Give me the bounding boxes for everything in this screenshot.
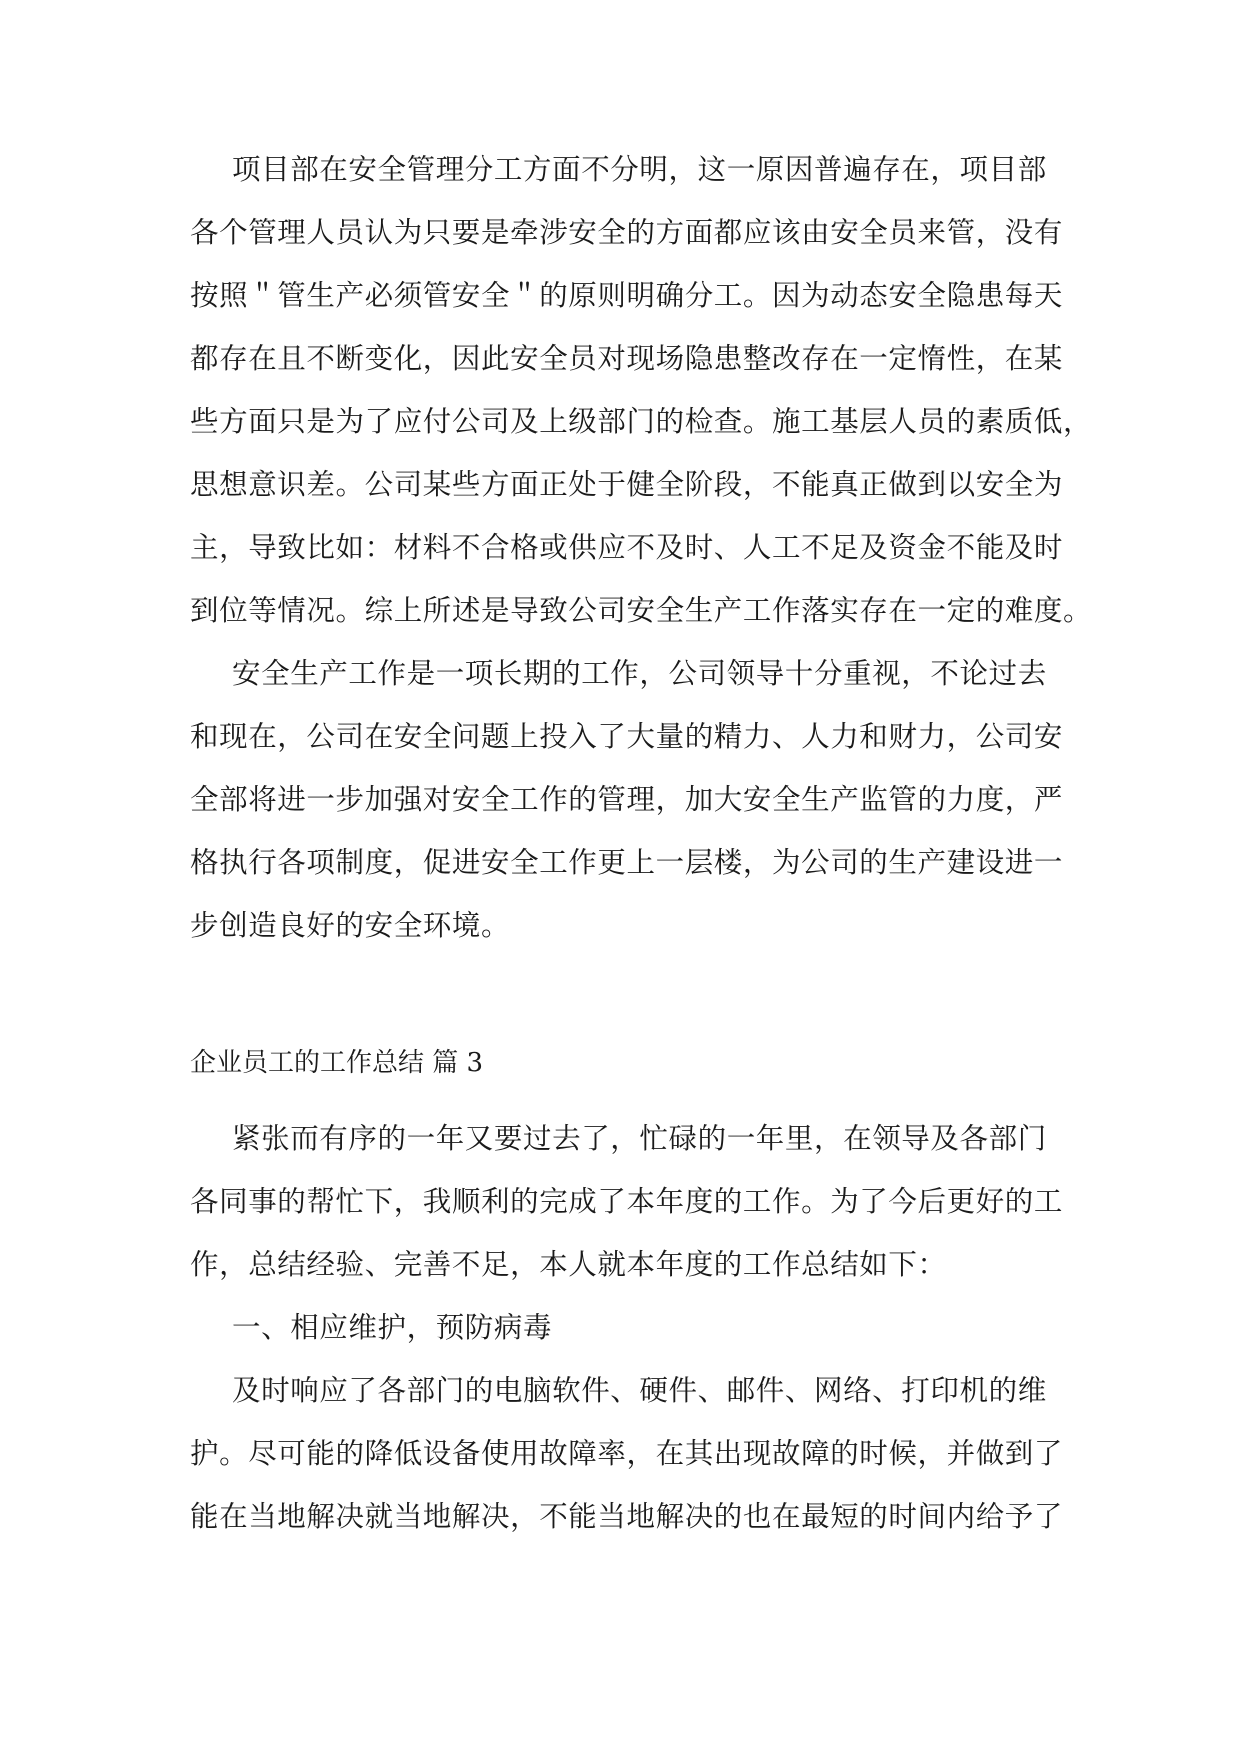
text-line: 到位等情况。综上所述是导致公司安全生产工作落实存在一定的难度。 <box>190 594 1093 627</box>
text-line: 能在当地解决就当地解决，不能当地解决的也在最短的时间内给予了 <box>190 1500 1064 1533</box>
paragraph-maintenance <box>190 1359 1064 1548</box>
text-line: 都存在且不断变化，因此安全员对现场隐患整改存在一定惰性，在某 <box>190 342 1064 375</box>
text-line: 和现在，公司在安全问题上投入了大量的精力、人力和财力，公司安 <box>190 720 1064 753</box>
paragraph-year-summary-intro <box>190 1107 1064 1296</box>
paragraph-safety-management <box>190 138 1093 642</box>
paragraph-safety-conclusion <box>190 642 1064 957</box>
text-line: 各同事的帮忙下，我顺利的完成了本年度的工作。为了今后更好的工 <box>190 1185 1064 1218</box>
text-line: 按照＂管生产必须管安全＂的原则明确分工。因为动态安全隐患每天 <box>190 279 1064 312</box>
text-line: 作，总结经验、完善不足，本人就本年度的工作总结如下： <box>190 1248 947 1281</box>
section-heading: 企业员工的工作总结 篇 3 <box>190 1048 484 1078</box>
text-line: 全部将进一步加强对安全工作的管理，加大安全生产监管的力度，严 <box>190 783 1064 816</box>
text-line: 安全生产工作是一项长期的工作，公司领导十分重视，不论过去 <box>232 657 1047 690</box>
subheading-maintenance <box>190 1296 1052 1359</box>
text-line: 步创造良好的安全环境。 <box>190 909 511 942</box>
text-line: 紧张而有序的一年又要过去了，忙碌的一年里，在领导及各部门 <box>232 1122 1047 1155</box>
text-line: 思想意识差。公司某些方面正处于健全阶段，不能真正做到以安全为 <box>190 468 1064 501</box>
text-line: 护。尽可能的降低设备使用故障率，在其出现故障的时候，并做到了 <box>190 1437 1064 1470</box>
text-line: 格执行各项制度，促进安全工作更上一层楼，为公司的生产建设进一 <box>190 846 1064 879</box>
text-line: 项目部在安全管理分工方面不分明，这一原因普遍存在，项目部 <box>232 153 1047 186</box>
text-line: 些方面只是为了应付公司及上级部门的检查。施工基层人员的素质低， <box>190 405 1093 438</box>
text-line: 主，导致比如：材料不合格或供应不及时、人工不足及资金不能及时 <box>190 531 1064 564</box>
text-line: 各个管理人员认为只要是牵涉安全的方面都应该由安全员来管，没有 <box>190 216 1064 249</box>
text-line: 及时响应了各部门的电脑软件、硬件、邮件、网络、打印机的维 <box>232 1374 1047 1407</box>
subheading-text: 一、相应维护，预防病毒 <box>232 1311 553 1344</box>
